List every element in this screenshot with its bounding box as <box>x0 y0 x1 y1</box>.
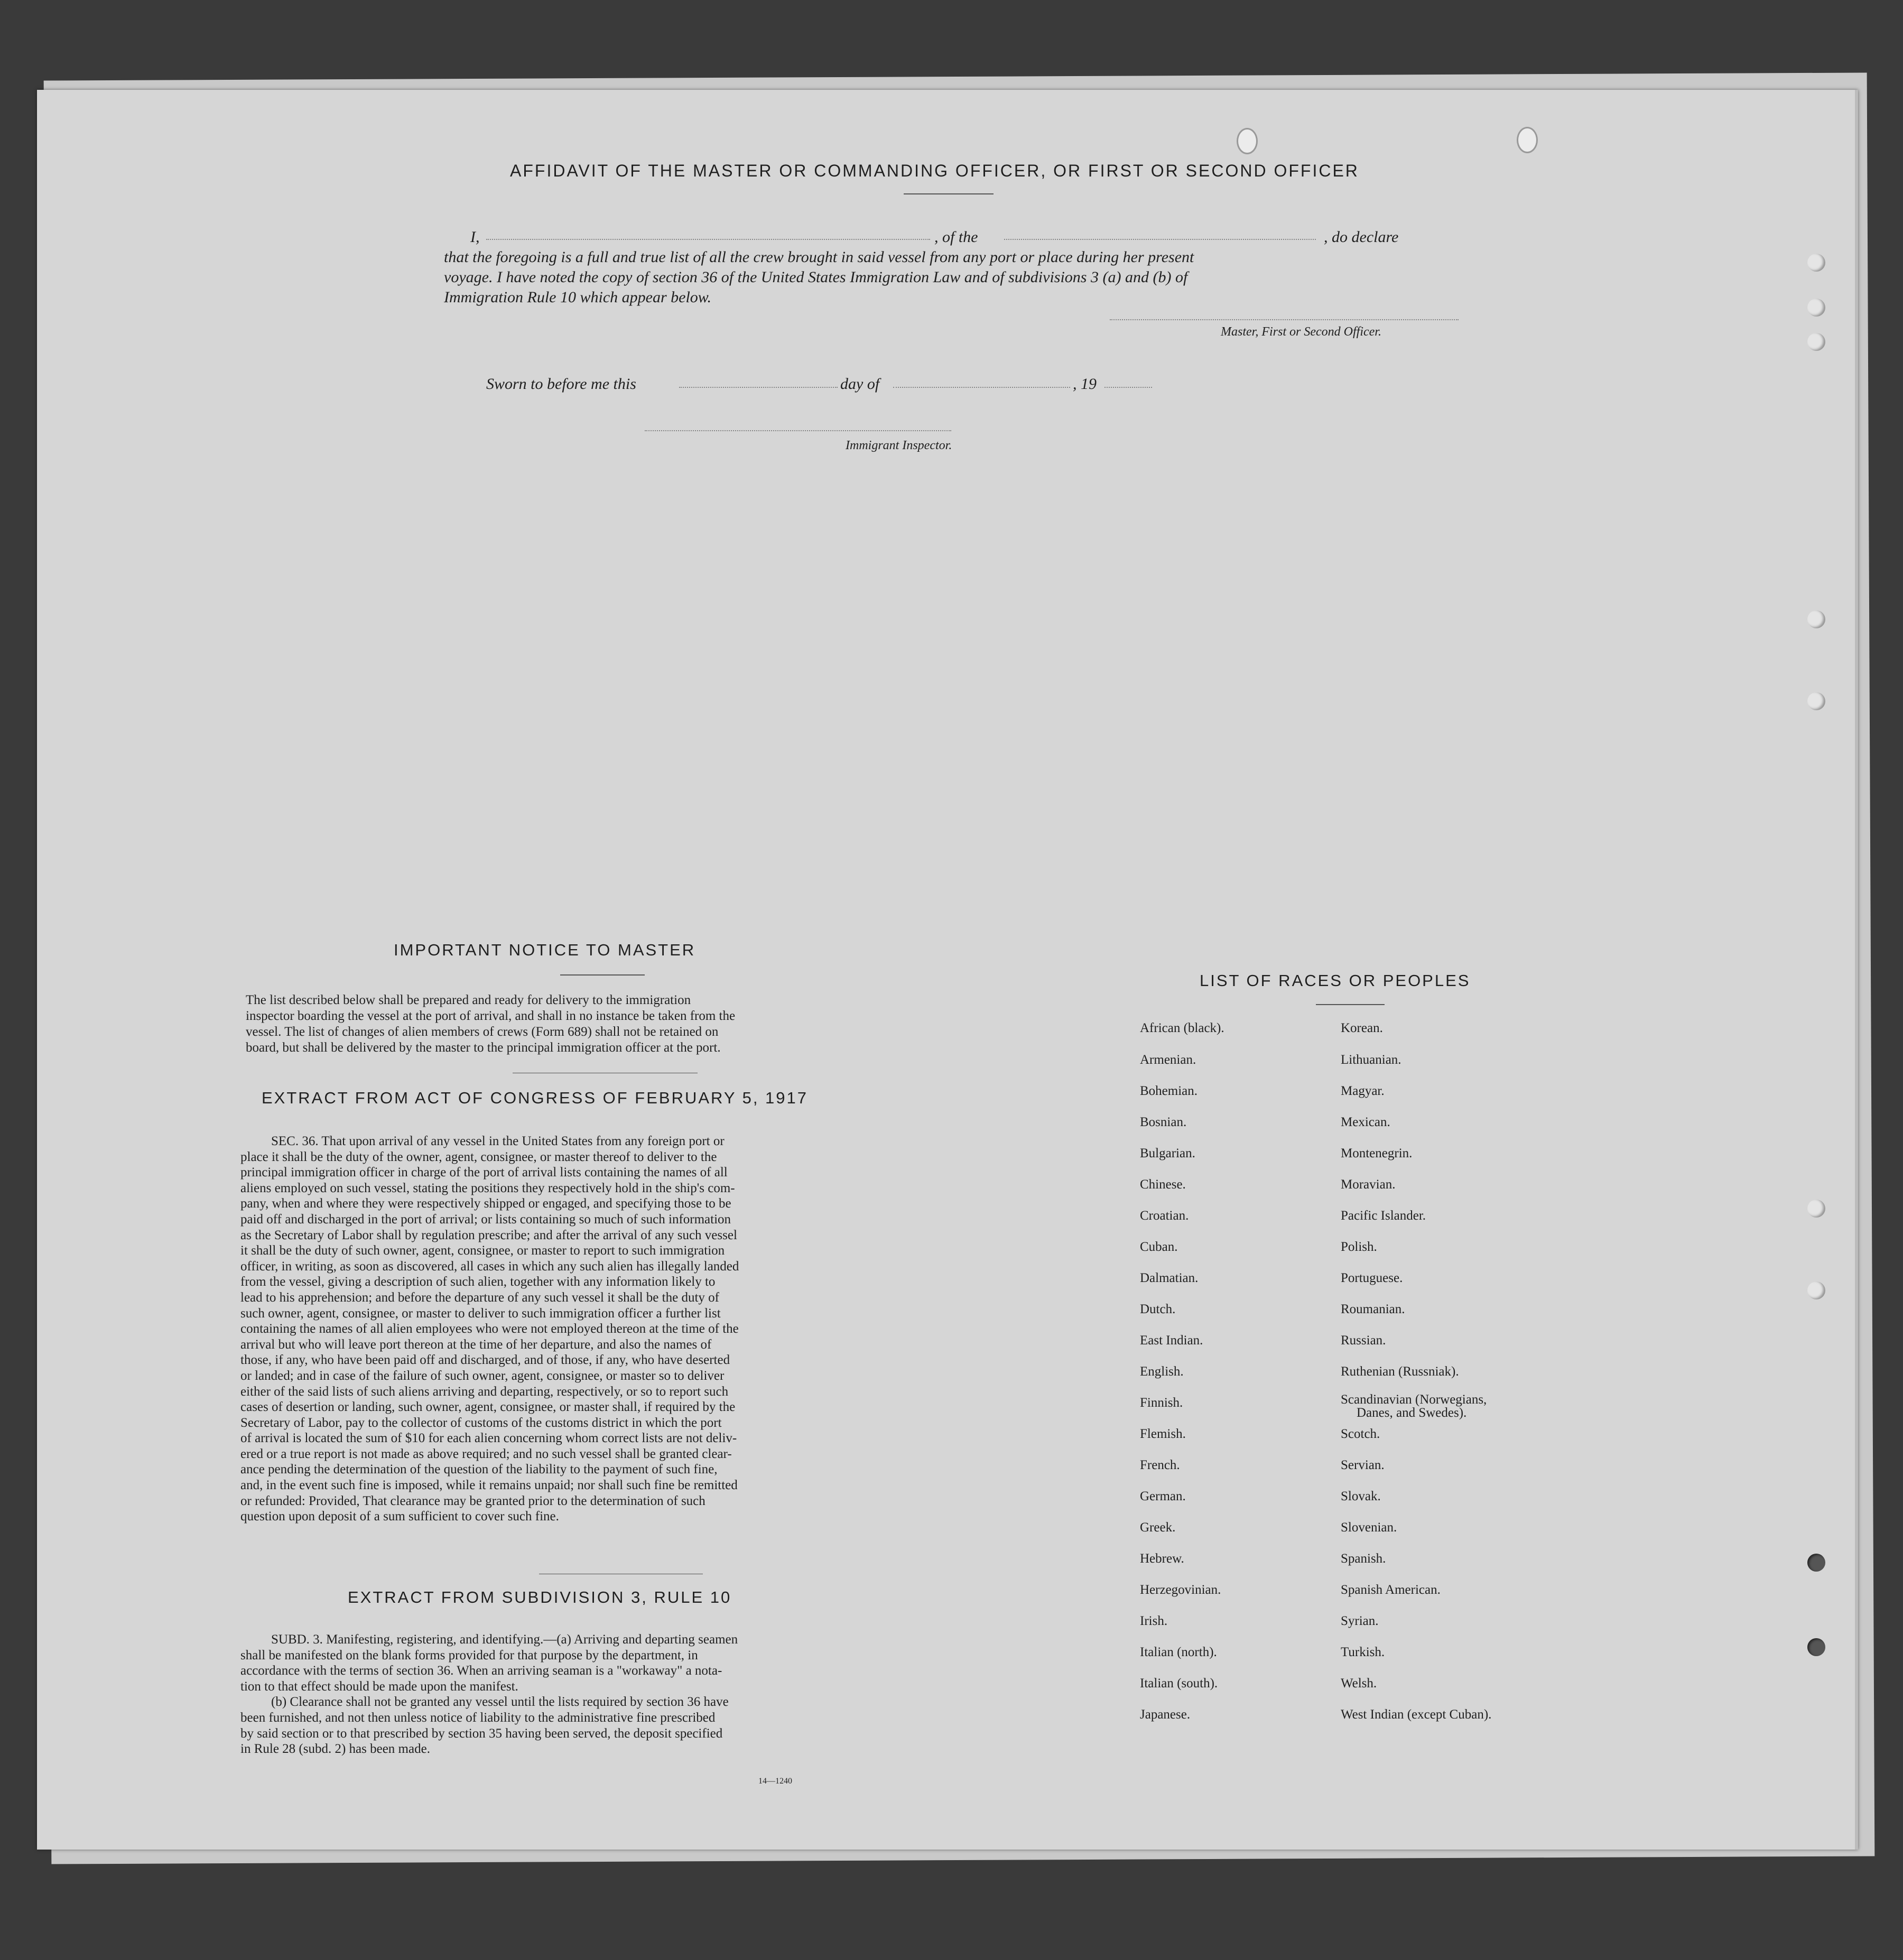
race-item: Armenian. <box>1140 1053 1196 1067</box>
inspector-signature-field[interactable] <box>645 419 951 431</box>
punch-hole-icon <box>1807 299 1825 317</box>
act-line: cases of desertion or landing, such owner, agent, consignee, or master shall, if required by the <box>240 1400 736 1415</box>
punch-hole-icon <box>1807 254 1825 272</box>
rule-line: been furnished, and not then unless notice of liability to the administrative fine prescribed <box>240 1710 716 1725</box>
race-item: Pacific Islander. <box>1341 1209 1426 1223</box>
race-item: Roumanian. <box>1341 1302 1405 1316</box>
rule-line: accordance with the terms of section 36. When an arriving seaman is a "workaway" a nota- <box>240 1664 722 1678</box>
vessel-field[interactable] <box>1004 227 1316 240</box>
race-item: Scandinavian (Norwegians, <box>1341 1392 1487 1407</box>
rule-line: tion to that effect should be made upon the manifest. <box>240 1679 518 1694</box>
race-item: Magyar. <box>1341 1084 1385 1098</box>
notice-title: IMPORTANT NOTICE TO MASTER <box>394 941 696 959</box>
rule-line: (b) Clearance shall not be granted any vessel until the lists required by section 36 have <box>271 1695 729 1710</box>
race-item: Bohemian. <box>1140 1084 1198 1098</box>
race-item: Italian (north). <box>1140 1645 1217 1659</box>
do-declare-label: , do declare <box>1324 228 1399 246</box>
master-signature-label: Master, First or Second Officer. <box>1221 325 1381 339</box>
race-item: Spanish American. <box>1341 1583 1441 1597</box>
i-label: I, <box>470 228 480 246</box>
race-item: Mexican. <box>1341 1115 1390 1129</box>
race-item: French. <box>1140 1458 1180 1472</box>
rule-extract-title: EXTRACT FROM SUBDIVISION 3, RULE 10 <box>348 1588 732 1606</box>
year-label: , 19 <box>1073 375 1097 393</box>
notice-line: vessel. The list of changes of alien members of crews (Form 689) shall not be retained on <box>246 1025 719 1039</box>
act-line: as the Secretary of Labor shall by regulation prescribe; and after the arrival of any such vessel <box>240 1228 737 1242</box>
day-of-label: day of <box>840 375 880 393</box>
race-item: Cuban. <box>1140 1240 1178 1254</box>
race-item: Turkish. <box>1341 1645 1385 1659</box>
race-item: English. <box>1140 1364 1184 1379</box>
of-the-label: , of the <box>934 228 978 246</box>
race-item: Greek. <box>1140 1520 1176 1535</box>
race-item: Portuguese. <box>1341 1271 1403 1285</box>
race-item: Dutch. <box>1140 1302 1176 1316</box>
sworn-day-field[interactable] <box>679 375 838 388</box>
race-item: Herzegovinian. <box>1140 1583 1221 1597</box>
sworn-line <box>486 375 1200 396</box>
race-item: Chinese. <box>1140 1177 1186 1192</box>
punch-hole-icon <box>1807 333 1825 351</box>
race-item: Italian (south). <box>1140 1676 1218 1690</box>
affidavit-declaration <box>444 227 1490 308</box>
race-item: West Indian (except Cuban). <box>1341 1707 1492 1722</box>
declaration-line-3: Immigration Rule 10 which appear below. <box>444 289 712 306</box>
punch-hole-icon <box>1807 1554 1825 1572</box>
notice-line: inspector boarding the vessel at the port of arrival, and shall in no instance be taken from the <box>246 1009 736 1023</box>
sworn-month-field[interactable] <box>893 375 1070 388</box>
act-line: SEC. 36. That upon arrival of any vessel in the United States from any foreign port or <box>271 1134 725 1148</box>
punch-hole-icon <box>1517 127 1538 153</box>
act-line: ered or a true report is not made as above required; and no such vessel shall be granted clear- <box>240 1446 732 1461</box>
race-item: Moravian. <box>1341 1177 1396 1192</box>
act-line: from the vessel, giving a description of such alien, together with any information likely to <box>240 1275 716 1289</box>
document-page <box>37 90 1858 1850</box>
act-line: either of the said lists of such aliens arriving and departing, respectively, or so to report such <box>240 1384 729 1399</box>
declaration-line-2: voyage. I have noted the copy of section 36 of the United States Immigration Law and of subdivisions 3 (a) and (b) of <box>444 268 1188 286</box>
act-line: officer, in writing, as soon as discovered, all cases in which any such alien has illegally landed <box>240 1259 739 1274</box>
name-field[interactable] <box>486 227 930 240</box>
race-item: Scotch. <box>1341 1427 1380 1441</box>
race-item: Hebrew. <box>1140 1552 1184 1566</box>
race-item: Montenegrin. <box>1341 1146 1413 1160</box>
race-item: Croatian. <box>1140 1209 1189 1223</box>
notice-text <box>246 992 893 1056</box>
races-divider <box>1316 1004 1385 1005</box>
master-signature-field[interactable] <box>1110 308 1459 320</box>
race-item: East Indian. <box>1140 1333 1203 1348</box>
race-item: Slovak. <box>1341 1489 1381 1503</box>
race-item: Spanish. <box>1341 1552 1386 1566</box>
act-extract-title: EXTRACT FROM ACT OF CONGRESS OF FEBRUARY 5, 1917 <box>262 1089 809 1107</box>
notice-divider <box>560 974 645 976</box>
race-item: German. <box>1140 1489 1186 1503</box>
race-item: Finnish. <box>1140 1396 1183 1410</box>
rule-line: SUBD. 3. Manifesting, registering, and identifying.—(a) Arriving and departing seamen <box>271 1632 738 1647</box>
affidavit-title: AFFIDAVIT OF THE MASTER OR COMMANDING OFFICER, OR FIRST OR SECOND OFFICER <box>510 161 1359 180</box>
race-item: Welsh. <box>1341 1676 1377 1690</box>
form-number: 14—1240 <box>758 1777 792 1786</box>
act-line: paid off and discharged in the port of arrival; or lists containing so much of such information <box>240 1212 731 1227</box>
act-line: those, if any, who have been paid off and discharged, and of those, if any, who have deserted <box>240 1353 730 1368</box>
punch-hole-icon <box>1807 610 1825 628</box>
race-item: Ruthenian (Russniak). <box>1341 1364 1459 1379</box>
act-line: and, in the event such fine is imposed, while it remains unpaid; nor shall such fine be remitted <box>240 1478 738 1493</box>
act-line: such owner, agent, consignee, or master to deliver to such immigration officer a further list <box>240 1306 721 1321</box>
punch-hole-icon <box>1807 692 1825 710</box>
punch-hole-icon <box>1237 128 1258 154</box>
race-item: Syrian. <box>1341 1614 1379 1628</box>
punch-hole-icon <box>1807 1200 1825 1218</box>
act-line: ance pending the determination of the question of the liability to the payment of such fine, <box>240 1462 718 1477</box>
race-item: Bulgarian. <box>1140 1146 1195 1160</box>
races-title: LIST OF RACES OR PEOPLES <box>1200 971 1471 990</box>
race-item: Korean. <box>1341 1021 1383 1035</box>
act-line: lead to his apprehension; and before the departure of any such vessel it shall be the duty of <box>240 1290 719 1305</box>
race-item: Polish. <box>1341 1240 1377 1254</box>
rule-line: by said section or to that prescribed by section 35 having been served, the deposit specified <box>240 1726 723 1741</box>
act-line: place it shall be the duty of the owner, agent, consignee, or master thereof to deliver to the <box>240 1149 717 1164</box>
act-line: it shall be the duty of such owner, agent, consignee, or master to report to such immigration <box>240 1243 725 1258</box>
race-item: Lithuanian. <box>1341 1053 1401 1067</box>
notice-line: The list described below shall be prepared and ready for delivery to the immigration <box>246 993 691 1007</box>
race-item: Slovenian. <box>1341 1520 1397 1535</box>
title-divider <box>904 193 994 194</box>
act-line: question upon deposit of a sum sufficient to cover such fine. <box>240 1509 559 1524</box>
sworn-label: Sworn to before me this <box>486 375 636 393</box>
race-item: Japanese. <box>1140 1707 1191 1722</box>
race-item: Dalmatian. <box>1140 1271 1199 1285</box>
declaration-line-1: that the foregoing is a full and true list of all the crew brought in said vessel from any port or place during her present <box>444 248 1194 266</box>
race-item: Flemish. <box>1140 1427 1186 1441</box>
race-item: African (black). <box>1140 1021 1224 1035</box>
race-item: Russian. <box>1341 1333 1386 1348</box>
act-line: arrival but who will leave port thereon at the time of her departure, and also the names of <box>240 1337 712 1352</box>
rule-line: in Rule 28 (subd. 2) has been made. <box>240 1742 430 1757</box>
act-line: of arrival is located the sum of $10 for each alien concerning whom correct lists are not deliv- <box>240 1431 737 1446</box>
rule-extract-text <box>240 1632 890 1757</box>
notice-line: board, but shall be delivered by the master to the principal immigration officer at the port. <box>246 1041 721 1055</box>
act-line: pany, when and where they were respectively shipped or engaged, and specifying those to be <box>240 1196 731 1211</box>
punch-hole-icon <box>1807 1281 1825 1299</box>
race-item: Servian. <box>1341 1458 1385 1472</box>
race-item-continuation: Danes, and Swedes). <box>1357 1406 1467 1420</box>
sworn-year-field[interactable] <box>1104 375 1152 388</box>
act-extract-text <box>240 1134 896 1525</box>
act-line: or refunded: Provided, That clearance may be granted prior to the determination of such <box>240 1493 705 1508</box>
act-line: or landed; and in case of the failure of such owner, agent, consignee, or master so to deliver <box>240 1368 725 1383</box>
punch-hole-icon <box>1807 1638 1825 1656</box>
act-line: aliens employed on such vessel, stating the positions they respectively hold in the ship's com- <box>240 1181 735 1195</box>
act-line: Secretary of Labor, pay to the collector of customs of the customs district in which the port <box>240 1415 722 1430</box>
act-line: containing the names of all alien employees who were not employed thereon at the time of the <box>240 1322 739 1336</box>
race-item: Irish. <box>1140 1614 1168 1628</box>
rule-line: shall be manifested on the blank forms provided for that purpose by the department, in <box>240 1648 698 1662</box>
inspector-label: Immigrant Inspector. <box>846 439 952 452</box>
act-line: principal immigration officer in charge of the port of arrival lists containing the names of all <box>240 1165 728 1180</box>
race-item: Bosnian. <box>1140 1115 1187 1129</box>
